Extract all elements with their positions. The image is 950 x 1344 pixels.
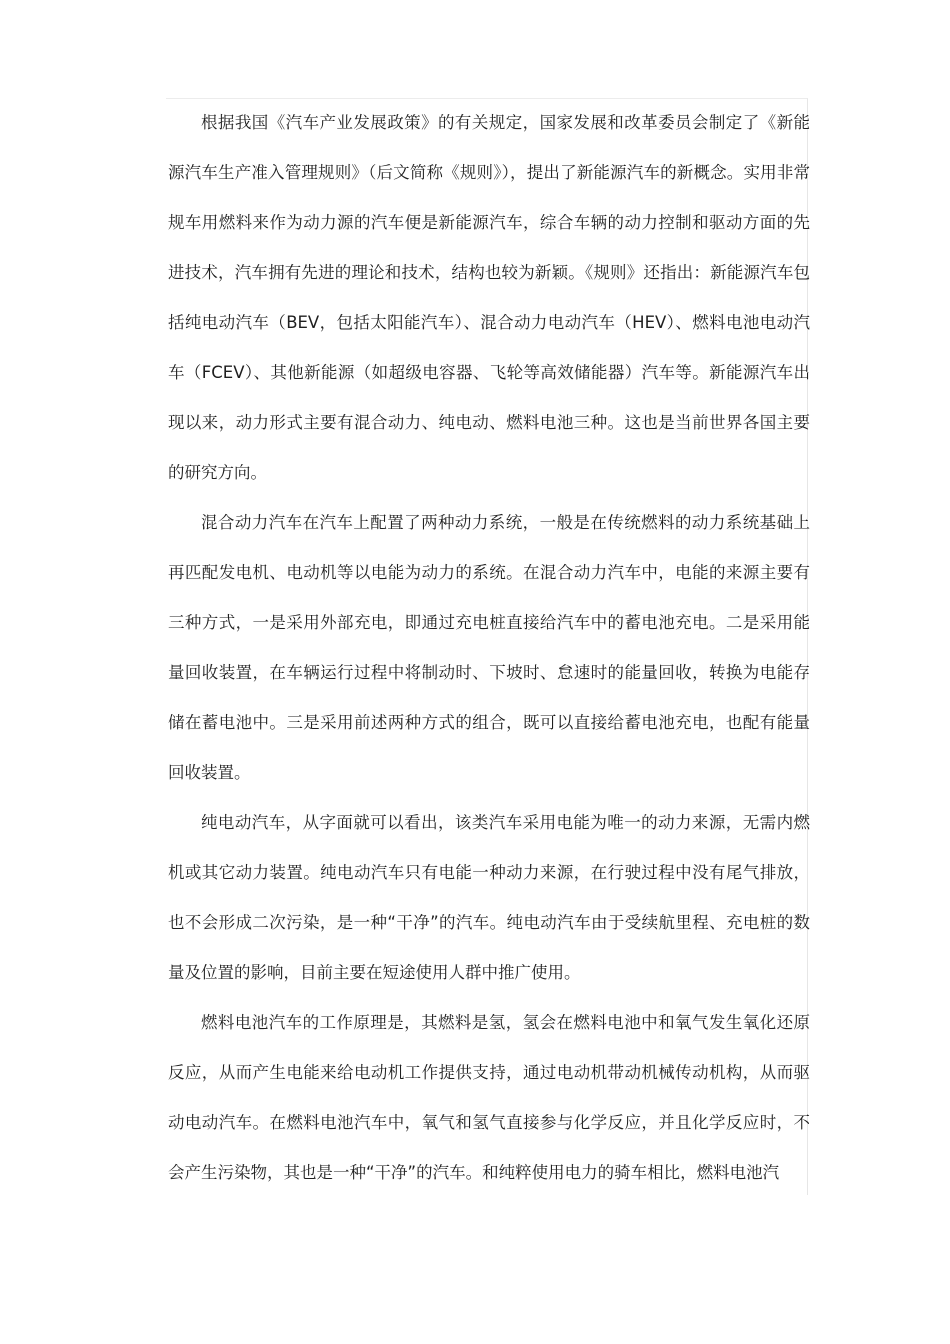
paragraph-fuel-cell-vehicle: 燃料电池汽车的工作原理是，其燃料是氢，氢会在燃料电池中和氧气发生氧化还原反应，从而产生电能来给电动机工作提供支持，通过电动机带动机械传动机构，从而驱动电动汽车。在燃料电池汽车中，氧气和氢气直接参与化学反应，并且化学反应时，不会产生污染物，其也是一种“干净”的汽车。和纯粹使用电力的骑车相比，燃料电池汽 [168, 1013, 810, 1182]
paragraph-battery-electric-vehicle: 纯电动汽车，从字面就可以看出，该类汽车采用电能为唯一的动力来源，无需内燃机或其它动力装置。纯电动汽车只有电能一种动力来源，在行驶过程中没有尾气排放，也不会形成二次污染，是一种“干净”的汽车。纯电动汽车由于受续航里程、充电桩的数量及位置的影响，目前主要在短途使用人群中推广使用。 [168, 813, 810, 982]
document-body [168, 98, 810, 1198]
paragraph-hybrid-vehicle: 混合动力汽车在汽车上配置了两种动力系统，一般是在传统燃料的动力系统基础上再匹配发电机、电动机等以电能为动力的系统。在混合动力汽车中，电能的来源主要有三种方式，一是采用外部充电，即通过充电桩直接给汽车中的蓄电池充电。二是采用能量回收装置，在车辆运行过程中将制动时、下坡时、怠速时的能量回收，转换为电能存储在蓄电池中。三是采用前述两种方式的组合，既可以直接给蓄电池充电，也配有能量回收装置。 [168, 513, 810, 782]
paragraph-new-energy-definition: 根据我国《汽车产业发展政策》的有关规定，国家发展和改革委员会制定了《新能源汽车生产准入管理规则》（后文简称《规则》），提出了新能源汽车的新概念。实用非常规车用燃料来作为动力源的汽车便是新能源汽车，综合车辆的动力控制和驱动方面的先进技术，汽车拥有先进的理论和技术，结构也较为新颖。《规则》还指出：新能源汽车包括纯电动汽车（BEV，包括太阳能汽车）、混合动力电动汽车（HEV）、燃料电池电动汽车（FCEV）、其他新能源（如超级电容器、飞轮等高效储能器）汽车等。新能源汽车出现以来，动力形式主要有混合动力、纯电动、燃料电池三种。这也是当前世界各国主要的研究方向。 [168, 113, 810, 482]
